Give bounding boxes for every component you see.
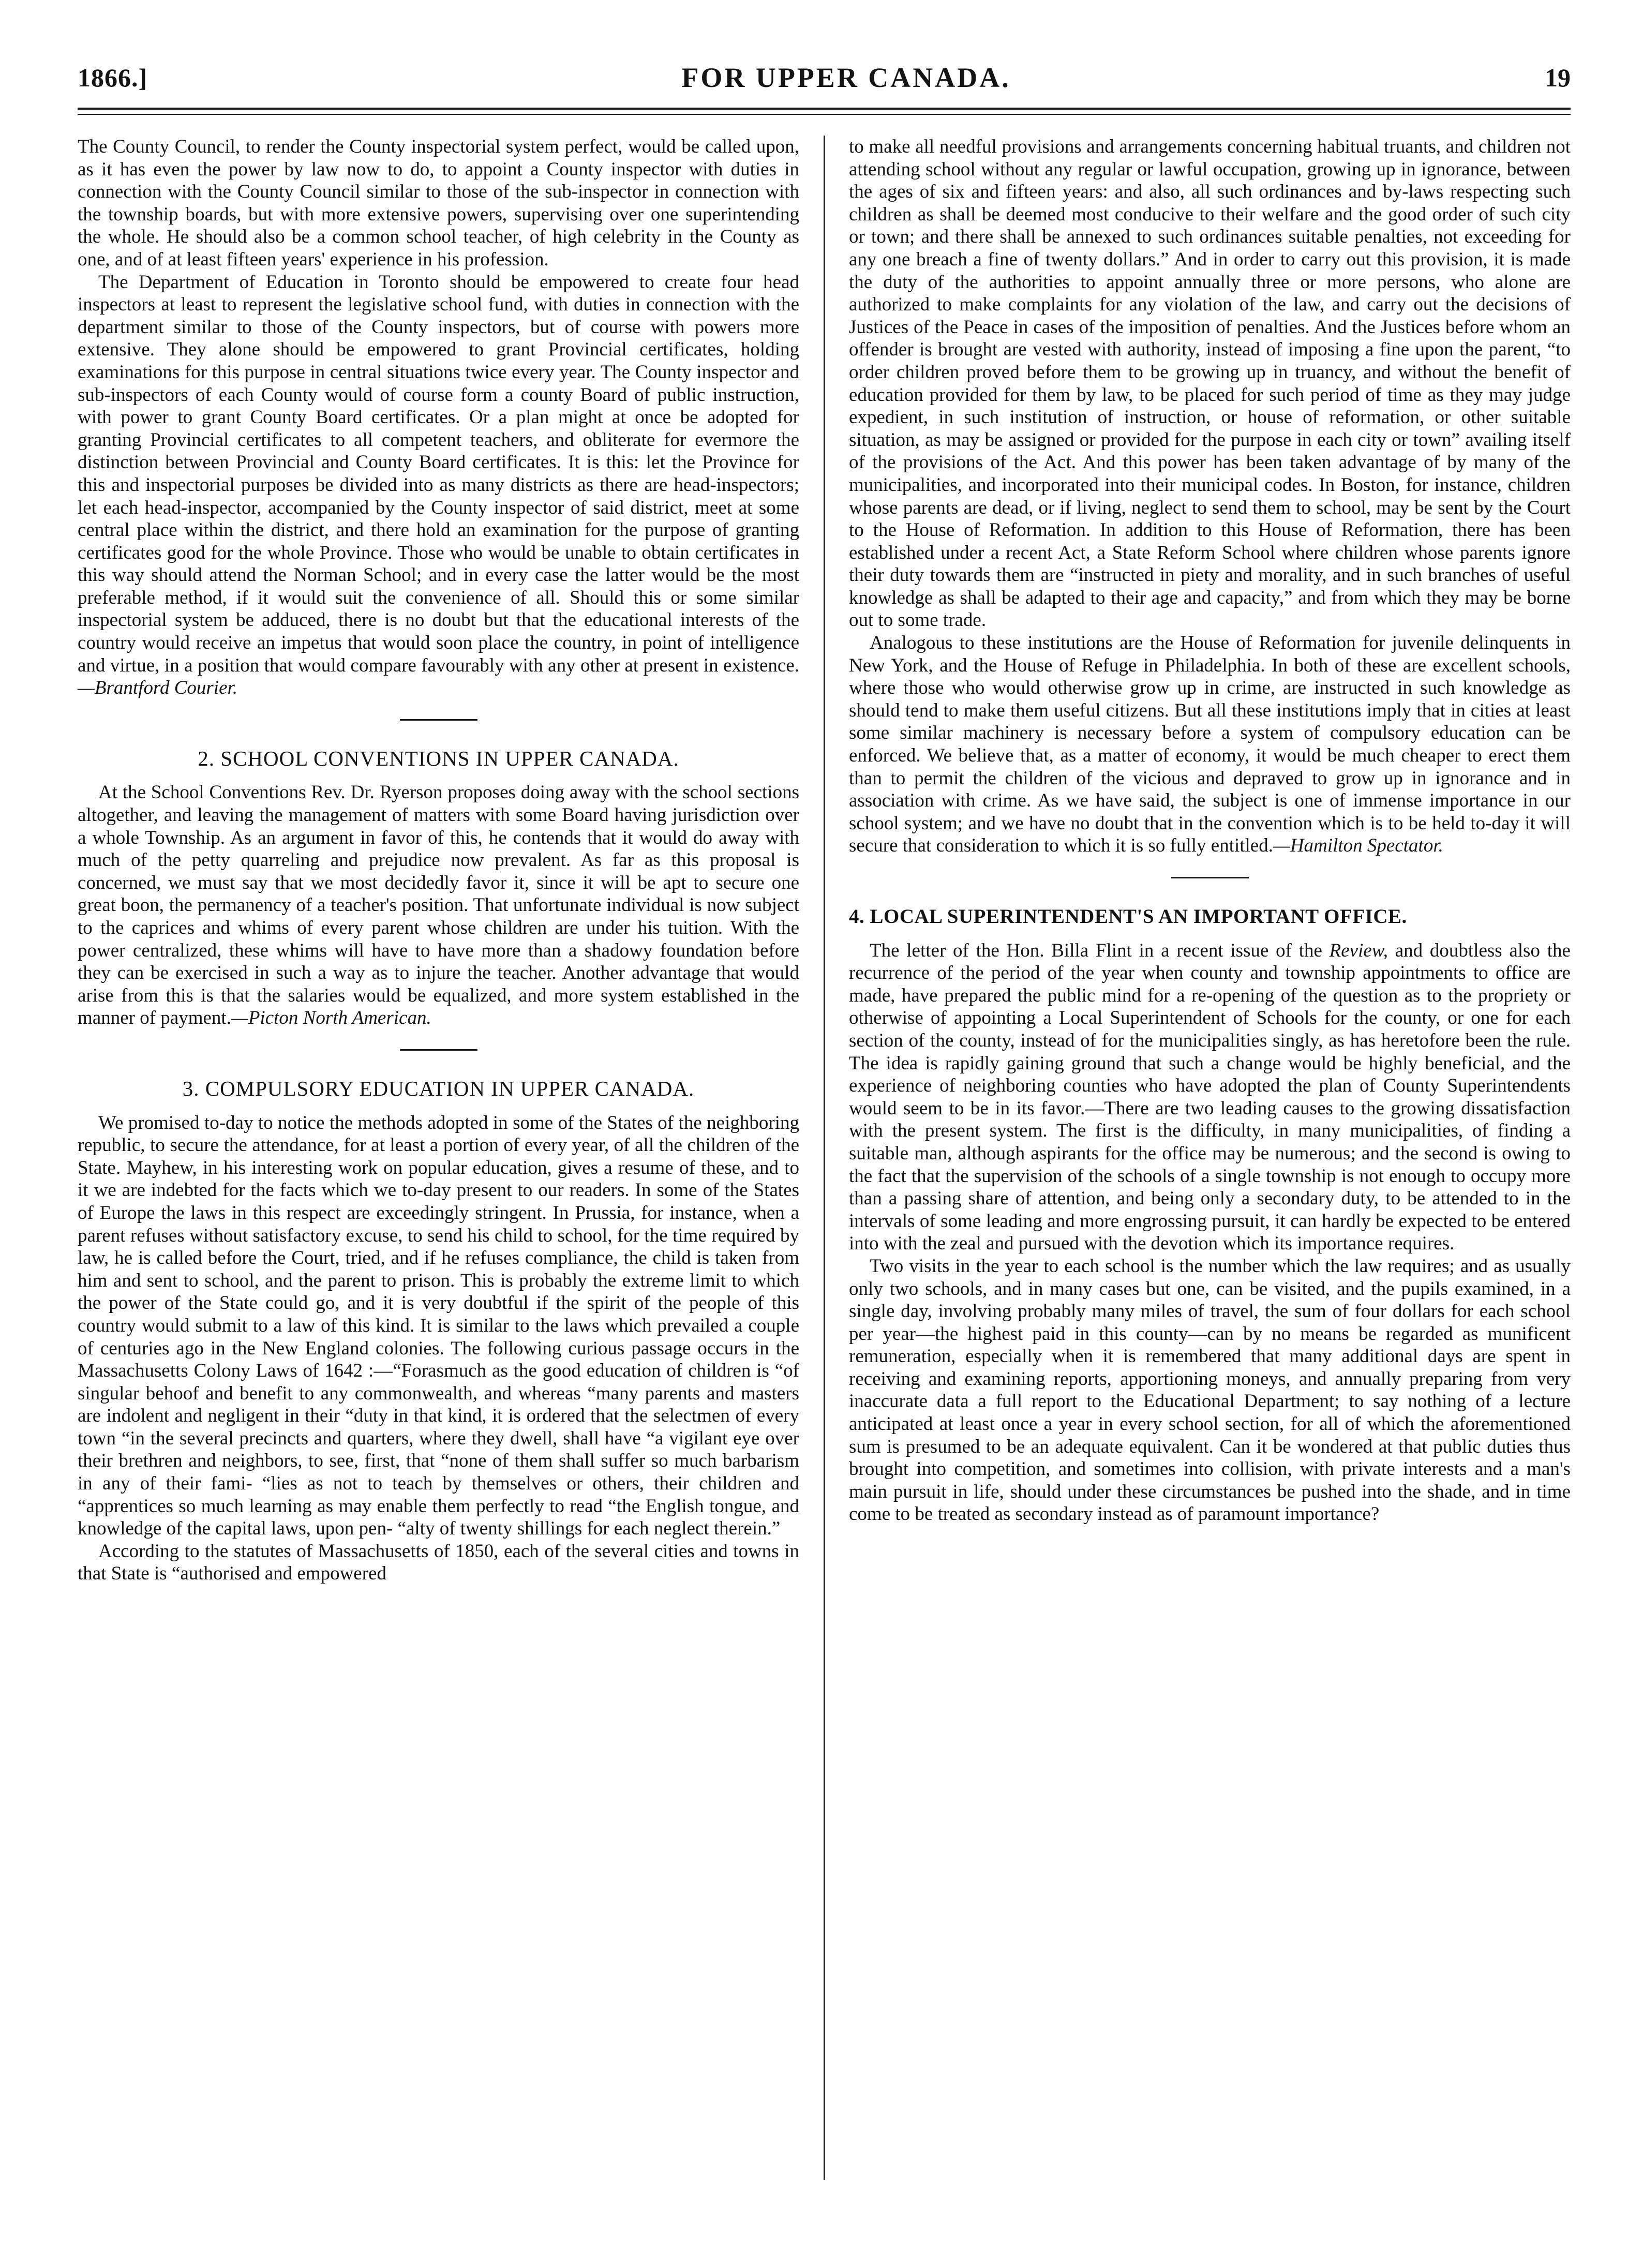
publication-name: Review,	[1329, 939, 1388, 961]
right-column	[849, 136, 1571, 2180]
section-divider	[1171, 877, 1249, 878]
section-divider	[400, 719, 477, 721]
page-number: 19	[1544, 63, 1571, 92]
source-credit: —Brantford Courier.	[78, 677, 238, 699]
paragraph: According to the statutes of Massachusetts of 1850, each of the several cities and towns in that State is “authorised and empowered	[78, 1540, 799, 1585]
paragraph	[78, 781, 799, 1029]
paragraph-text: At the School Conventions Rev. Dr. Ryerson proposes doing away with the school sections altogether, and leaving the management of matters with some Board having jurisdiction over a whole Township. As an argument in favor of this, he contends that it would do away with much of the petty quarreling and prejudice now prevalent. As far as this proposal is concerned, we must say that we most decidedly favor it, since it will be apt to secure one great boon, the permanency of a teacher's position. That unfortunate individual is now subject to the caprices and whims of every parent whose children are under his tuition. With the power centralized, these whims will have to have more than a shadowy foundation before they can be exercised in such a way as to injure the teacher. Another advantage that would arise from this is that the salaries would be equalized, and more system established in the manner of payment.	[78, 782, 799, 1029]
paragraph-text: The Department of Education in Toronto should be empowered to create four head inspectors at least to represent the legislative school fund, with duties in connection with the department similar to those of the County inspectors, but of course with powers more extensive. They alone should be empowered to grant Provincial certificates, holding examinations for this purpose in central situations twice every year. The County inspector and sub-inspectors of each County would of course form a county Board of public instruction, with power to grant County Board certificates. Or a plan might at once be adopted for granting Provincial certificates to all competent teachers, and obliterate for evermore the distinction between Provincial and County Board certificates. It is this: let the Province for this and inspectorial purposes be divided into as many districts as there are head-inspectors; let each head-inspector, accompanied by the County inspector of said district, meet at some central place within the district, and there hold an examination for the purpose of granting certificates good for the whole Province. Those who would be unable to obtain certificates in this way should attend the Norman School; and in every case the latter would be the most preferable method, if it would suit the convenience of all. Should this or some similar inspectorial system be adduced, there is no doubt but that the educational interests of the country would receive an impetus that would soon place the country, in point of intelligence and virtue, in a position that would compare favourably with any other at present in existence.	[78, 271, 799, 676]
paragraph	[849, 939, 1571, 1255]
paragraph: We promised to-day to notice the methods adopted in some of the States of the neighboring republic, to secure the attendance, for at least a portion of every year, of all the children of the State. Mayhew, in his interesting work on popular education, gives a resume of these, and to it we are indebted for the facts which we to-day present to our readers. In some of the States of Europe the laws in this respect are exceedingly stringent. In Prussia, for instance, when a parent refuses without satisfactory excuse, to send his child to school, for the time required by law, he is called before the Court, tried, and if he refuses compliance, the child is taken from him and sent to school, and the parent to prison. This is probably the extreme limit to which the power of the State could go, and it is very doubtful if the spirit of the people of this country would submit to a law of this kind. It is similar to the laws which prevailed a couple of centuries ago in the New England colonies. The following curious passage occurs in the Massachusetts Colony Laws of 1642 :—“Forasmuch as the good education of children is “of singular behoof and benefit to any commonwealth, and whereas “many parents and masters are indolent and negligent in their “duty in that kind, it is ordered that the selectmen of every town “in the several precincts and quarters, where they dwell, shall have “a vigilant eye over their brethren and neighbors, to see, first, that “none of them shall suffer so much barbarism in any of their fami- “lies as not to teach by themselves or others, their children and “apprentices so much learning as may enable them perfectly to read “the English tongue, and knowledge of the capital laws, upon pen- “alty of twenty shillings for each neglect therein.”	[78, 1112, 799, 1540]
header-double-rule	[78, 108, 1571, 115]
section-heading-3: 3. COMPULSORY EDUCATION IN UPPER CANADA.	[182, 1076, 695, 1100]
section-divider	[400, 1049, 477, 1051]
page-header	[78, 57, 1571, 98]
paragraph	[78, 271, 799, 699]
paragraph-text: Analogous to these institutions are the House of Reformation for juvenile delinquents in New York, and the House of Refuge in Philadelphia. In both of these are excellent schools, where those who would otherwise grow up in crime, are instructed in such knowledge as should tend to make them useful citizens. But all these institutions imply that in cities at least some similar machinery is necessary before a system of compulsory education can be enforced. We believe that, as a matter of economy, it would be much cheaper to erect them than to permit the children of the vicious and depraved to grow up in ignorance and in association with crime. As we have said, the subject is one of immense importance in our school system; and we have no doubt that in the convention which is to be held to-day it will secure that consideration to which it is so fully entitled.	[849, 632, 1571, 857]
paragraph-text: The letter of the Hon. Billa Flint in a recent issue of the	[870, 939, 1330, 961]
section-heading-2: 2. SCHOOL CONVENTIONS IN UPPER CANADA.	[198, 746, 679, 770]
paragraph: to make all needful provisions and arrangements concerning habitual truants, and children not attending school without any regular or lawful occupation, growing up in ignorance, between the ages of six and fifteen years: and also, all such ordinances and by-laws respecting such children as shall be deemed most conducive to their welfare and the good order of such city or town; and there shall be annexed to such ordinances suitable penalties, not exceeding for any one breach a fine of twenty dollars.” And in order to carry out this provision, it is made the duty of the authorities to appoint annually three or more persons, who alone are authorized to make complaints for any violation of the law, and carry out the decisions of Justices of the Peace in cases of the imposition of penalties. And the Justices before whom an offender is brought are vested with authority, instead of imposing a fine upon the parent, “to order children proved before them to be growing up in truancy, and without the benefit of education provided for them by law, to be placed for such period of time as they may judge expedient, in such institution of instruction, or house of reformation, or other suitable situation, as may be assigned or provided for the purpose in each city or town” availing itself of the provisions of the Act. And this power has been taken advantage of by many of the municipalities, and incorporated into their municipal codes. In Boston, for instance, children whose parents are dead, or if living, neglect to send them to school, may be sent by the Court to the House of Reformation. In addition to this House of Reformation, there has been established under a recent Act, a State Reform School where children whose parents ignore their duty towards them are “instructed in piety and morality, and in such branches of useful knowledge as shall be adapted to their age and capacity,” and from which they may be borne out to some trade.	[849, 136, 1571, 631]
text-columns	[78, 136, 1571, 2180]
header-year: 1866.]	[78, 63, 148, 92]
section-heading-4: 4. LOCAL SUPERINTENDENT'S AN IMPORTANT OFFICE.	[849, 905, 1407, 928]
source-credit: —Picton North American.	[231, 1007, 431, 1029]
header-title: FOR UPPER CANADA.	[681, 62, 1011, 93]
source-credit: —Hamilton Spectator.	[1273, 835, 1443, 857]
paragraph-text: and doubtless also the recurrence of the period of the year when county and township appointments to office are made, have prepared the public mind for a re-opening of the question as to the propriety or otherwise of appointing a Local Superintendent of Schools for the county, or one for each section of the county, instead of for the municipalities singly, as has heretofore been the rule. The idea is rapidly gaining ground that such a change would be highly beneficial, and the experience of neighboring counties who have adopted the plan of County Superintendents would seem to be in its favor.—There are two leading causes to the growing dissatisfaction with the present system. The first is the difficulty, in many municipalities, of finding a suitable man, although aspirants for the office may be numerous; and the second is owing to the fact that the supervision of the schools of a single township is not enough to occupy more than a passing share of attention, and being only a secondary duty, to be attended to in the intervals of some leading and more engrossing pursuit, it can hardly be expected to be entered into with the zeal and pursued with the devotion which its importance requires.	[849, 939, 1571, 1255]
paragraph	[849, 632, 1571, 857]
paragraph: The County Council, to render the County inspectorial system perfect, would be called upon, as it has even the power by law now to do, to appoint a County inspector with duties in connection with the County Council similar to those of the sub-inspector in connection with the township boards, but with more extensive powers, supervising over one superintending the whole. He should also be a common school teacher, of high celebrity in the County as one, and of at least fifteen years' experience in his profession.	[78, 136, 799, 270]
paragraph: Two visits in the year to each school is the number which the law requires; and as usually only two schools, and in many cases but one, can be visited, and the pupils examined, in a single day, involving probably many miles of travel, the sum of four dollars for each school per year—the highest paid in this county—can by no means be regarded as munificent remuneration, especially when it is remembered that many additional days are spent in receiving and examining reports, apportioning moneys, and annually preparing from very inaccurate data a full report to the Educational Department; to say nothing of a lecture anticipated at least once a year in every school section, for all of which the aforementioned sum is presumed to be an adequate equivalent. Can it be wondered at that public duties thus brought into competition, and sometimes into collision, with private interests and a man's main pursuit in life, should under these circumstances be pushed into the shade, and in time come to be treated as secondary instead as of paramount importance?	[849, 1255, 1571, 1525]
left-column	[78, 136, 799, 2180]
column-divider	[824, 136, 825, 2180]
